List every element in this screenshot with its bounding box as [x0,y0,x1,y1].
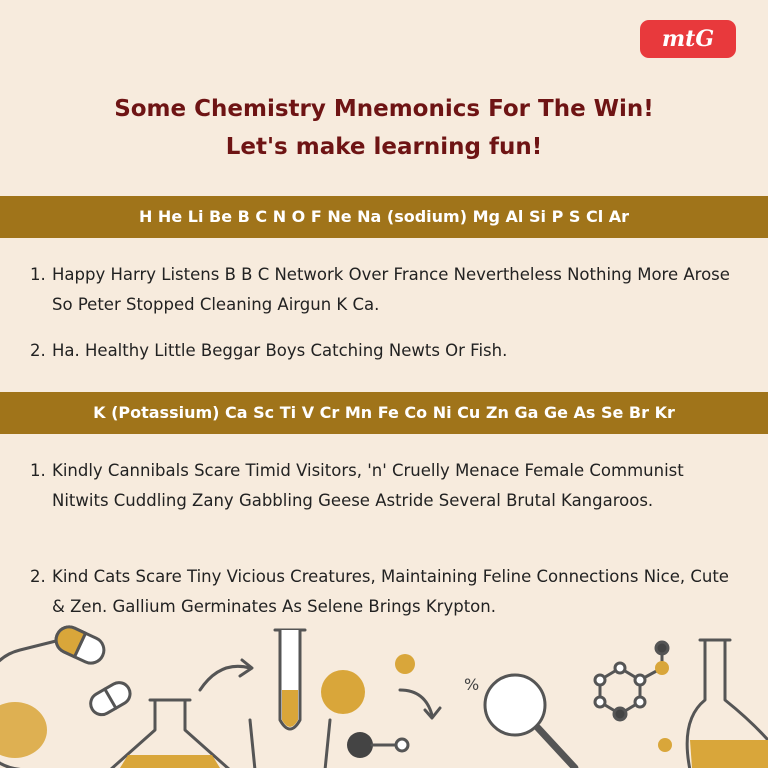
list-item-text: Kind Cats Scare Tiny Vicious Creatures, Maintaining Feline Connections Nice, Cute & Zen. Gallium Germinates As Selene Brings Krypton. [52,567,729,616]
title-line-1: Some Chemistry Mnemonics For The Win! [114,96,654,122]
list-item-number: 2. [30,567,46,586]
sphere-icon [321,670,365,714]
atom-icon [347,732,373,758]
list-item-text: Kindly Cannibals Scare Timid Visitors, 'n' Cruelly Menace Female Communist Nitwits Cuddling Zany Gabbling Geese Astride Several Brutal Kangaroos. [52,461,684,510]
volumetric-flask-icon [687,640,768,768]
section-heading-period-4: K (Potassium) Ca Sc Ti V Cr Mn Fe Co Ni Cu Zn Ga Ge As Se Br Kr [0,392,768,434]
list-item-text: Happy Harry Listens B B C Network Over France Nevertheless Nothing More Arose So Peter Stopped Cleaning Airgun K Ca. [52,265,730,314]
section-heading-period-1-3: H He Li Be B C N O F Ne Na (sodium) Mg Al Si P S Cl Ar [0,196,768,238]
title-line-2: Let's make learning fun! [225,134,543,160]
erlenmeyer-flask-icon [110,700,230,768]
list-item [30,336,742,366]
list-item-text: Ha. Healthy Little Beggar Boys Catching Newts Or Fish. [52,341,508,360]
arrow-icon [200,666,250,690]
round-flask-icon [0,640,60,768]
mtg-logo: mtG [640,20,736,58]
sphere-icon [395,654,415,674]
list-item [30,260,742,320]
page-title [0,90,768,166]
lab-equipment-illustration [0,620,768,768]
percent-symbol: % [464,675,480,694]
magnifier-icon [485,675,575,768]
list-item-number: 1. [30,461,46,480]
test-tube-icon [275,630,305,729]
molecule-icon [595,642,672,752]
atom-icon [396,739,408,751]
list-item [30,456,742,516]
capsule-icon [52,623,108,668]
list-item-number: 2. [30,341,46,360]
capsule-icon [87,679,134,719]
list-item-number: 1. [30,265,46,284]
list-item [30,562,742,622]
